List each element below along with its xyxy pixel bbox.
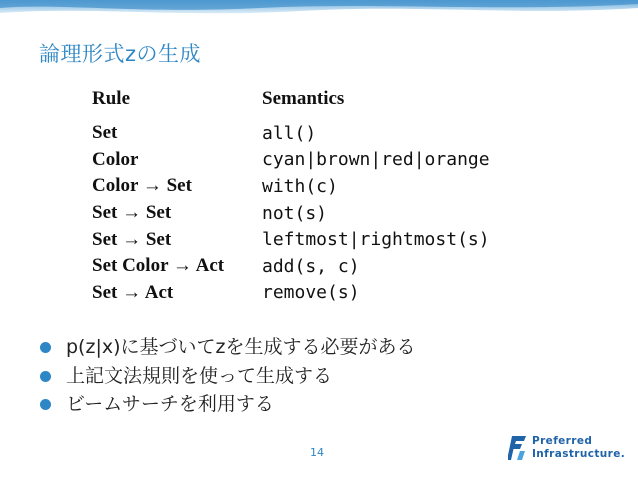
bullet-dot-icon xyxy=(40,371,51,382)
table-row xyxy=(92,280,490,307)
semantics-cell: not(s) xyxy=(262,202,328,224)
list-item xyxy=(40,363,415,392)
bullet-text: p(z|x)に基づいてzを生成する必要がある xyxy=(66,336,416,358)
table-row xyxy=(92,173,490,200)
rules-table xyxy=(92,88,490,306)
logo-line-2: Infrastructure. xyxy=(532,448,626,460)
company-logo xyxy=(508,432,630,466)
rule-cell: Color xyxy=(92,148,139,170)
logo-mark-icon xyxy=(508,434,528,462)
semantics-cell: with(c) xyxy=(262,175,338,197)
rule-cell: Color → Set xyxy=(92,175,192,197)
rule-column-header: Rule xyxy=(92,88,130,109)
list-item xyxy=(40,391,415,420)
rule-cell: Set xyxy=(92,122,118,144)
list-item xyxy=(40,334,415,363)
table-row xyxy=(92,120,490,147)
rule-cell: Set → Set xyxy=(92,228,172,250)
top-decorative-band xyxy=(0,0,638,22)
rule-cell: Set → Set xyxy=(92,202,172,224)
semantics-cell: leftmost|rightmost(s) xyxy=(262,229,490,251)
semantics-cell: all() xyxy=(262,122,317,144)
semantics-column-header: Semantics xyxy=(262,88,345,109)
table-row xyxy=(92,253,490,280)
logo-line-1: Preferred xyxy=(532,435,593,447)
bullet-dot-icon xyxy=(40,342,51,353)
bullet-dot-icon xyxy=(40,399,51,410)
semantics-cell: add(s, c) xyxy=(262,255,360,277)
slide-title: 論理形式zの生成 xyxy=(39,42,202,66)
rule-cell: Set → Act xyxy=(92,281,174,303)
bullet-text: 上記文法規則を使って生成する xyxy=(66,364,333,387)
semantics-cell: remove(s) xyxy=(262,282,360,304)
bullet-text: ビームサーチを利用する xyxy=(66,393,274,415)
table-row xyxy=(92,226,490,253)
rules-table-header xyxy=(92,88,490,120)
semantics-cell: cyan|brown|red|orange xyxy=(262,149,490,171)
rule-cell: Set Color → Act xyxy=(92,255,225,277)
table-row xyxy=(92,147,490,174)
page-number: 14 xyxy=(310,446,324,459)
bullet-list xyxy=(40,334,415,420)
table-row xyxy=(92,200,490,227)
